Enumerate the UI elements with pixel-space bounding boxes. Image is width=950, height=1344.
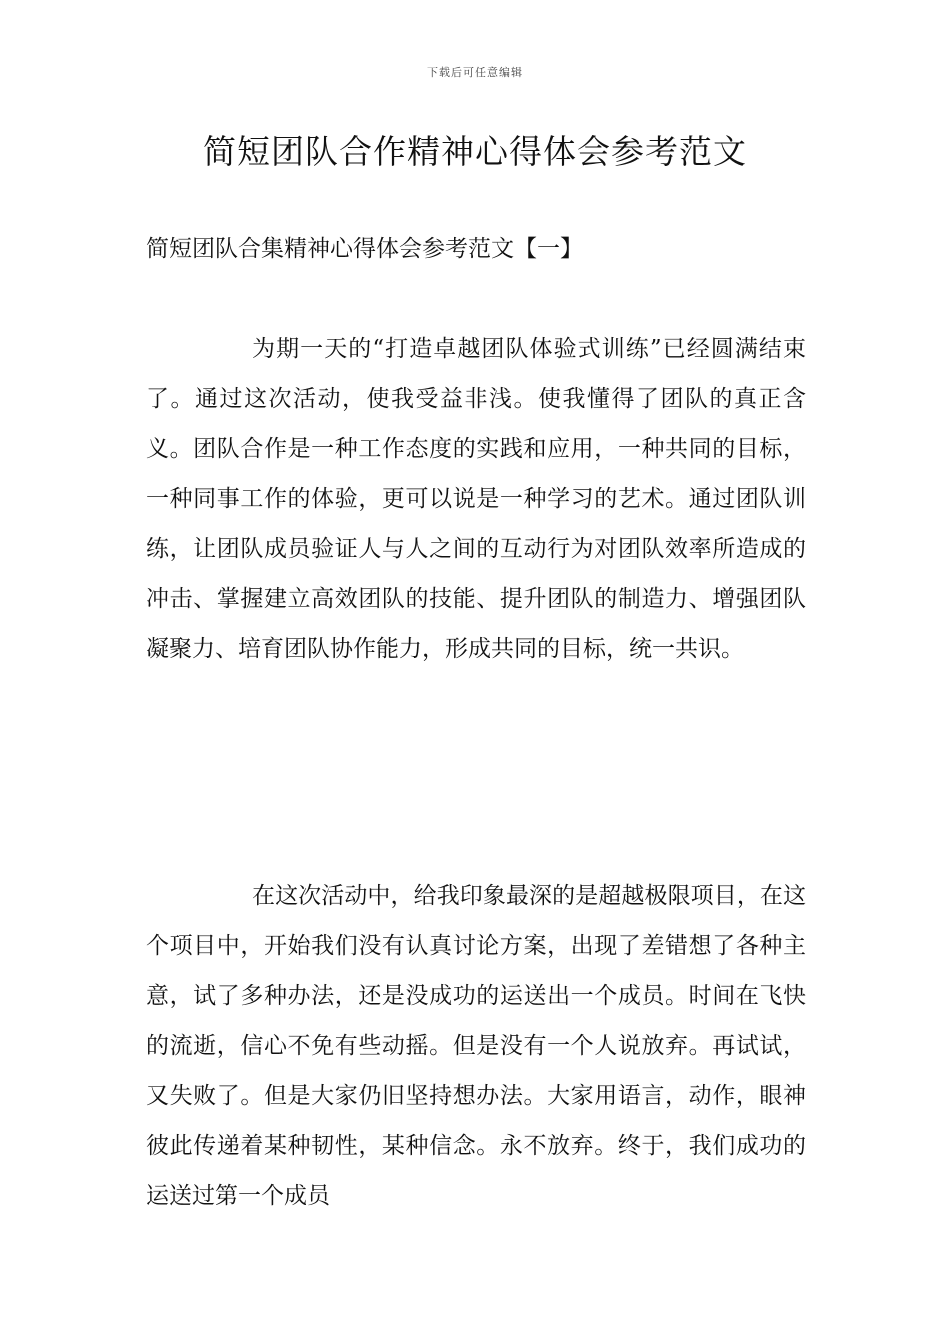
header-note: 下载后可任意编辑 — [427, 66, 523, 79]
paragraph-2: 在这次活动中，给我印象最深的是超越极限项目，在这个项目中，开始我们没有认真讨论方案，出现了差错想了各种主意，试了多种办法，还是没成功的运送出一个成员。时间在飞快的流逝，信心不免有些动摇。但是没有一个人说放弃。再试试，又失败了。但是大家仍旧坚持想办法。大家用语言，动作，眼神彼此传递着某种韧性，某种信念。永不放弃。终于，我们成功的运送过第一个成员 — [146, 883, 806, 1209]
section-heading: 简短团队合集精神心得体会参考范文【一】 — [146, 236, 583, 262]
document-title: 简短团队合作精神心得体会参考范文 — [203, 132, 747, 171]
paragraph-1: 为期一天的“打造卓越团队体验式训练”已经圆满结束了。通过这次活动，使我受益非浅。使我懂得了团队的真正含义。团队合作是一种工作态度的实践和应用，一种共同的目标，一种同事工作的体验，更可以说是一种学习的艺术。通过团队训练，让团队成员验证人与人之间的互动行为对团队效率所造成的冲击、掌握建立高效团队的技能、提升团队的制造力、增强团队凝聚力、培育团队协作能力，形成共同的目标，统一共识。 — [146, 336, 806, 662]
